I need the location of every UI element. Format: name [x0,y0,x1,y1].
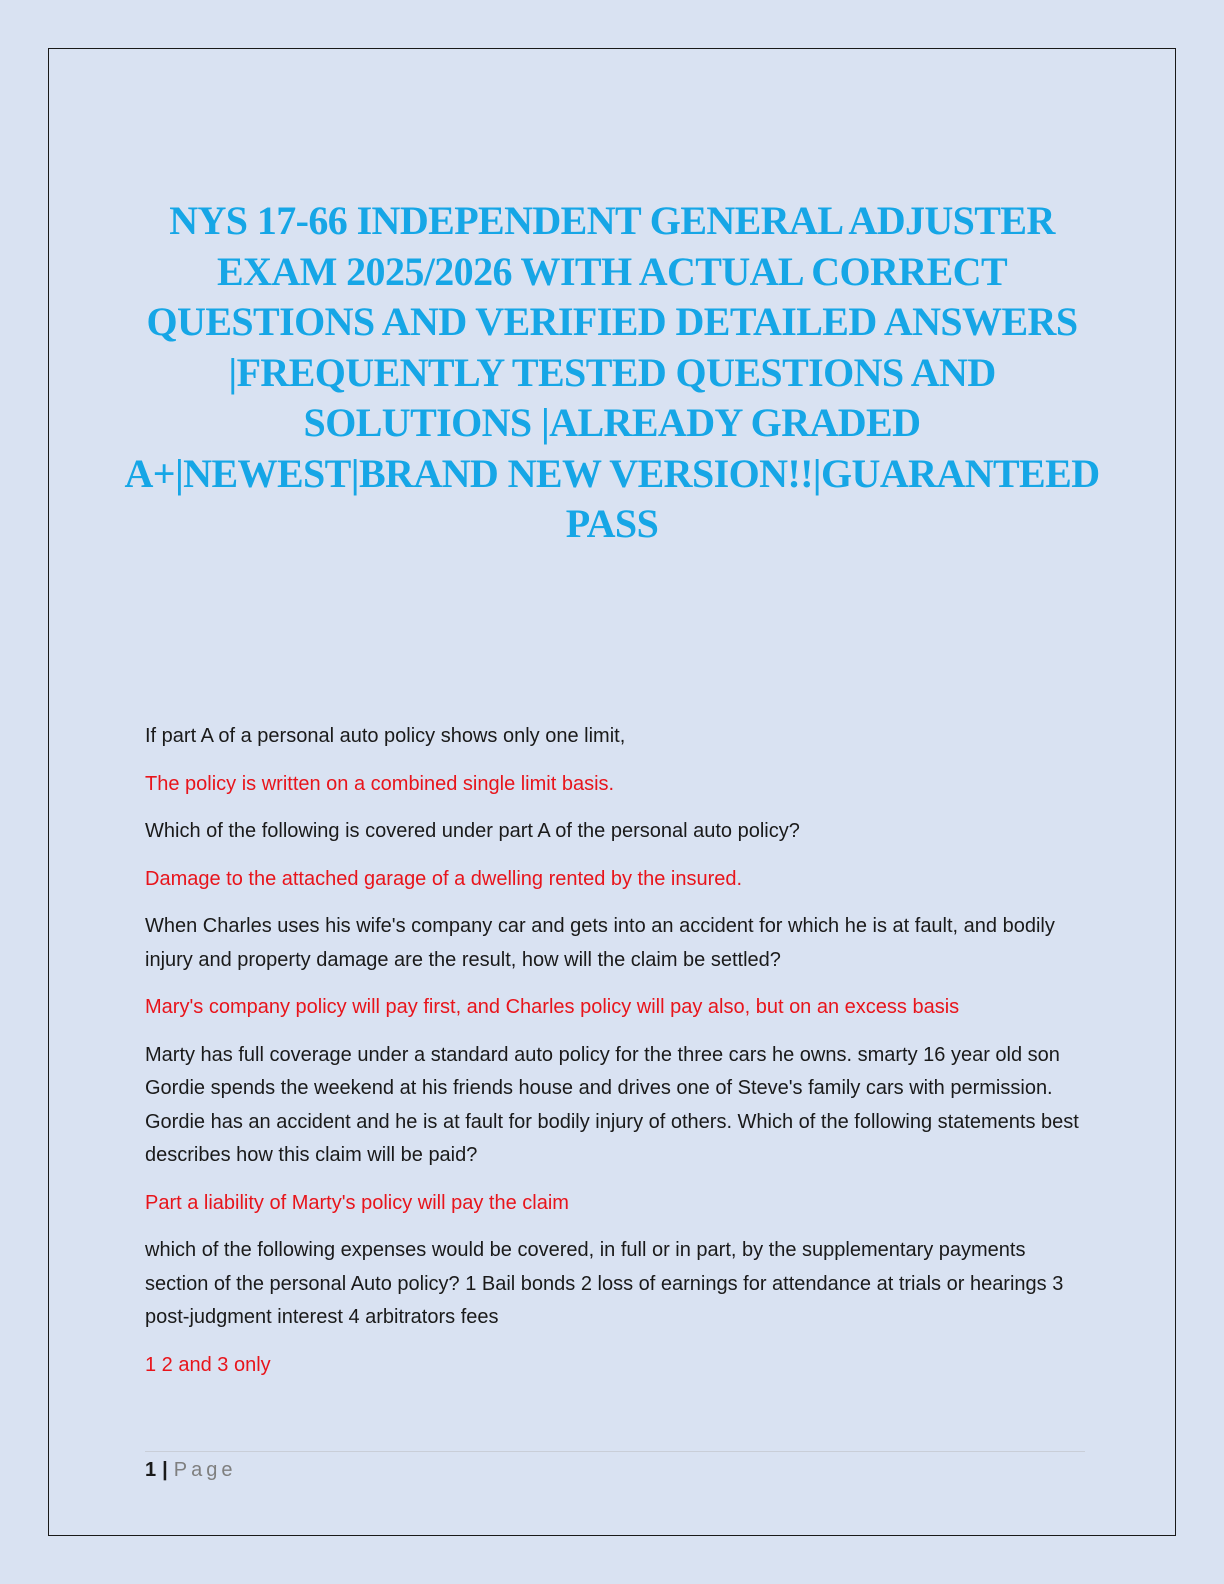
answer-2: Damage to the attached garage of a dwelling rented by the insured. [145,867,743,890]
question-2: Which of the following is covered under part A of the personal auto policy? [145,820,800,842]
footer-separator: | [162,1459,168,1481]
page-label: Page [173,1459,237,1481]
answer-5: 1 2 and 3 only [145,1353,271,1376]
question-4: Marty has full coverage under a standard auto policy for the three cars he owns. smarty 16 year old son Gordie spends the weekend at his friends house and drives one of Steve's family cars with permission. Gordie has an accident and he is at fault for bodily injury of others. Which of the following statements best describes how this claim will be paid? [145,1043,1079,1166]
footer-divider [145,1451,1085,1452]
document-title: NYS 17-66 INDEPENDENT GENERAL ADJUSTER EXAM 2025/2026 WITH ACTUAL CORRECT QUESTIONS AND VERIFIED DETAILED ANSWERS |FREQUENTLY TESTED QUESTIONS AND SOLUTIONS |ALREADY GRADED A+|NEWEST|BRAND NEW VERSION!!|GUARANTEED PASS [124,198,1100,546]
answer-1: The policy is written on a combined single limit basis. [145,772,615,795]
qa-list [145,720,1085,1396]
answer-3: Mary's company policy will pay first, and Charles policy will pay also, but on an excess basis [145,996,960,1018]
question-5: which of the following expenses would be covered, in full or in part, by the supplementary payments section of the personal Auto policy? 1 Bail bonds 2 loss of earnings for attendance at trials or hearings 3 post-judgment interest 4 arbitrators fees [145,1239,1064,1328]
answer-4: Part a liability of Marty's policy will pay the claim [145,1191,569,1214]
question-1: If part A of a personal auto policy shows only one limit, [145,725,626,747]
question-3: When Charles uses his wife's company car and gets into an accident for which he is at fault, and bodily injury and property damage are the result, how will the claim be settled? [145,915,1055,971]
page-number: 1 [145,1459,157,1481]
page-footer [145,1456,236,1484]
